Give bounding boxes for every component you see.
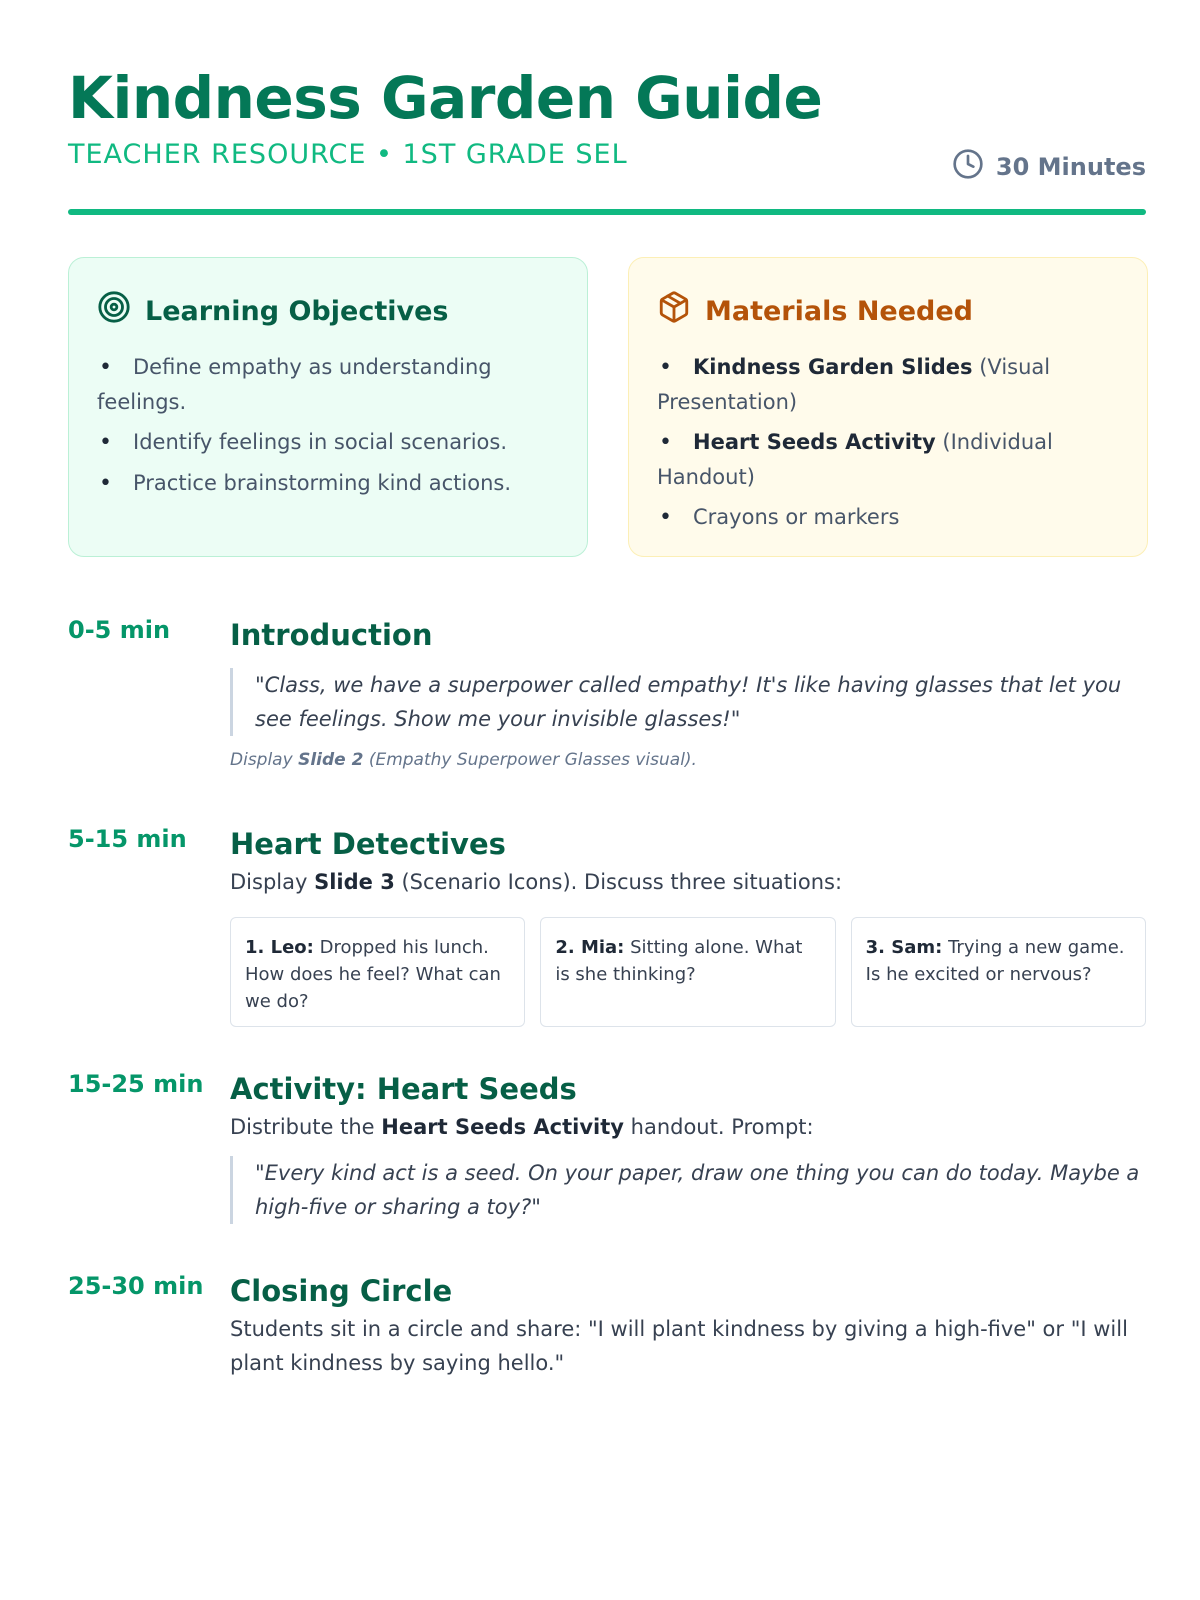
target-icon <box>97 290 131 334</box>
section-time: 15-25 min <box>68 1070 204 1098</box>
list-item: • Identify feelings in social scenarios. <box>97 425 559 460</box>
section-time: 5-15 min <box>68 825 187 853</box>
note-text: Display <box>230 750 299 770</box>
objectives-title: Learning Objectives <box>145 296 449 327</box>
scenario-label: 1. Leo: <box>245 937 314 958</box>
scenario-card <box>230 917 525 1027</box>
section-content <box>230 1070 1146 1224</box>
materials-title: Materials Needed <box>705 296 974 327</box>
header <box>68 60 1146 181</box>
material-desc: (Individual Handout) <box>657 430 1053 489</box>
learning-objectives-card <box>68 257 588 557</box>
section-text <box>230 865 1146 899</box>
duration-badge <box>952 148 1146 186</box>
scenario-boxes <box>230 917 1146 1027</box>
section-title: Introduction <box>230 618 433 652</box>
section-title: Closing Circle <box>230 1274 453 1308</box>
list-item <box>657 350 1119 419</box>
list-item: • Practice brainstorming kind actions. <box>97 466 559 501</box>
section-content <box>230 616 1146 770</box>
scenario-text: Trying a new game. Is he excited or nervous? <box>865 937 1125 985</box>
scenario-card <box>851 917 1146 1027</box>
page-title: Kindness Garden Guide <box>68 64 823 132</box>
list-item <box>657 425 1119 494</box>
package-icon <box>657 290 691 334</box>
section-title: Heart Detectives <box>230 827 506 861</box>
materials-card <box>628 257 1148 557</box>
slide-note <box>230 750 1146 770</box>
section-text: Students sit in a circle and share: "I will plant kindness by giving a high-five" or "I will plant kindness by saying hello." <box>230 1317 1128 1375</box>
materials-list <box>657 350 1119 535</box>
text-bold: Heart Seeds Activity <box>381 1115 624 1139</box>
section-text <box>230 1110 1146 1144</box>
note-text: (Empathy Superpower Glasses visual). <box>363 750 697 770</box>
objectives-heading <box>97 290 559 334</box>
page-subtitle: TEACHER RESOURCE • 1ST GRADE SEL <box>68 139 628 170</box>
clock-icon <box>952 148 984 186</box>
material-name: Heart Seeds Activity <box>693 430 936 454</box>
list-item <box>657 500 1119 535</box>
text-part: handout. Prompt: <box>623 1115 814 1139</box>
list-item: • Define empathy as understanding feelings. <box>97 350 559 419</box>
text-part: (Scenario Icons). Discuss three situations: <box>394 870 843 894</box>
header-divider <box>68 209 1146 215</box>
scenario-text: Dropped his lunch. How does he feel? What can we do? <box>245 937 501 1012</box>
section-content <box>230 1272 1146 1380</box>
text-part: Distribute the <box>230 1115 382 1139</box>
material-desc: (Visual Presentation) <box>657 355 1051 414</box>
scenario-text: Sitting alone. What is she thinking? <box>555 937 803 985</box>
note-slide: Slide 2 <box>298 750 364 770</box>
text-bold: Slide 3 <box>314 870 395 894</box>
section-title: Activity: Heart Seeds <box>230 1072 577 1106</box>
material-name: Kindness Garden Slides <box>693 355 973 379</box>
duration-text: 30 Minutes <box>995 153 1146 181</box>
section-content <box>230 825 1146 1027</box>
section-time: 25-30 min <box>68 1272 204 1300</box>
teacher-script-quote: "Class, we have a superpower called empathy! It's like having glasses that let you see feelings. Show me your invisible glasses!" <box>230 668 1146 736</box>
section-time: 0-5 min <box>68 616 171 644</box>
material-desc: Crayons or markers <box>693 505 900 529</box>
teacher-script-quote: "Every kind act is a seed. On your paper, draw one thing you can do today. Maybe a high-five or sharing a toy?" <box>230 1156 1146 1224</box>
objectives-list <box>97 350 559 501</box>
text-part: Display <box>230 870 315 894</box>
materials-heading <box>657 290 1119 334</box>
scenario-label: 3. Sam: <box>865 937 943 958</box>
scenario-card <box>540 917 835 1027</box>
scenario-label: 2. Mia: <box>555 937 625 958</box>
